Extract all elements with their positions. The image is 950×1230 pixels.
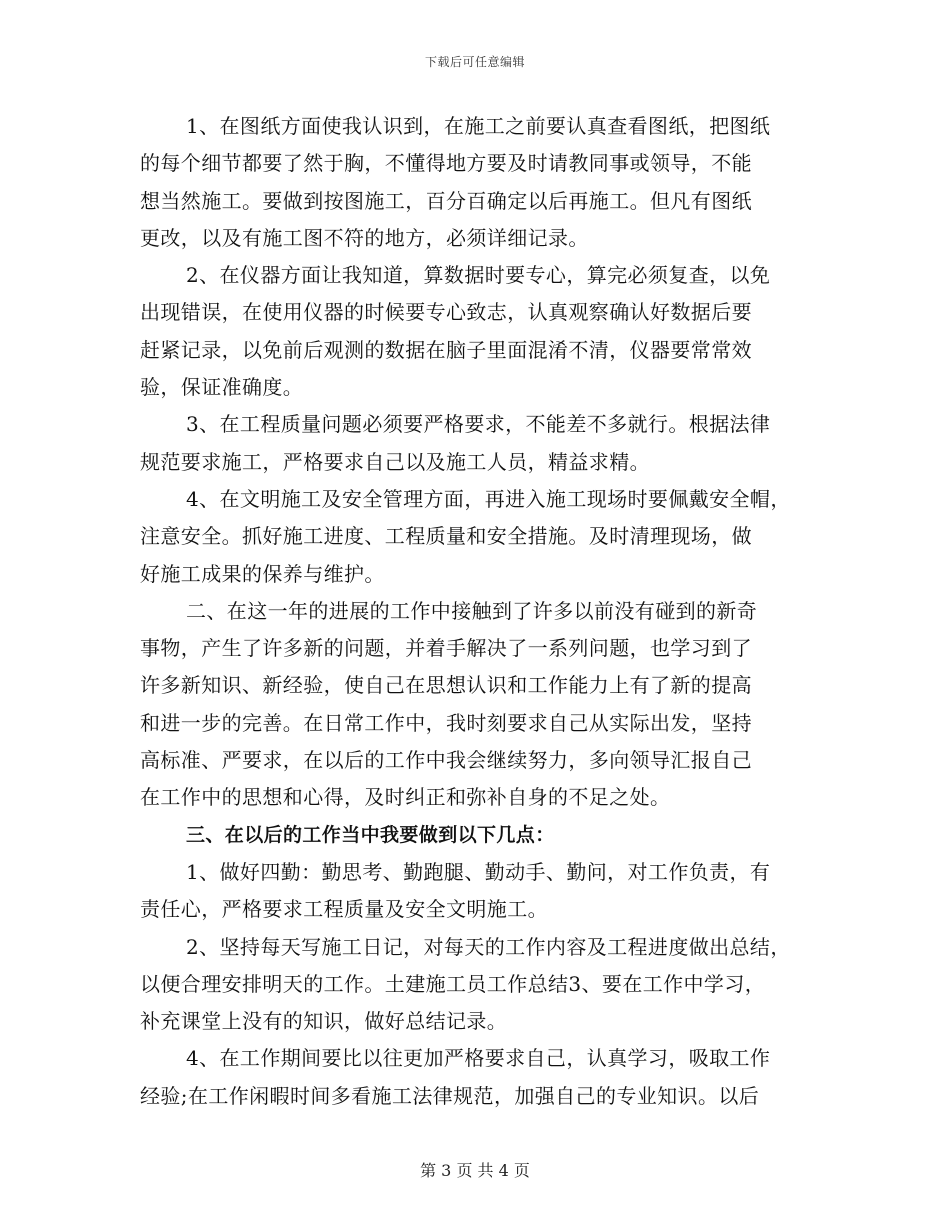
para4-line3: 好施工成果的保养与维护。	[140, 561, 385, 586]
point2-line1: 2、坚持每天写施工日记，对每天的工作内容及工程进度做出总结，	[186, 934, 791, 959]
para4-line2: 注意安全。抓好施工进度、工程质量和安全措施。及时清理现场，做	[140, 524, 752, 549]
para1-line2: 的每个细节都要了然于胸，不懂得地方要及时请教同事或领导，不能	[140, 151, 752, 176]
point4-line2: 经验;在工作闲暇时间多看施工法律规范，加强自己的专业知识。以后	[140, 1083, 760, 1108]
para2-line4: 验，保证准确度。	[140, 375, 304, 400]
point2-line3: 补充课堂上没有的知识，做好总结记录。	[140, 1009, 508, 1034]
para1-line1: 1、在图纸方面使我认识到，在施工之前要认真查看图纸，把图纸	[186, 114, 771, 138]
section2-line2: 事物，产生了许多新的问题，并着手解决了一系列问题，也学习到了	[140, 636, 752, 661]
para3-line1: 3、在工程质量问题必须要严格要求，不能差不多就行。根据法律	[186, 412, 771, 437]
para2-line3: 赶紧记录，以免前后观测的数据在脑子里面混淆不清，仪器要常常效	[140, 337, 752, 362]
document-body	[140, 108, 820, 1115]
para2-line2: 出现错误，在使用仪器的时候要专心致志，认真观察确认好数据后要	[140, 300, 752, 325]
page-footer: 第 3 页 共 4 页	[420, 1161, 530, 1180]
point2-line2: 以便合理安排明天的工作。土建施工员工作总结3、要在工作中学习，	[140, 971, 766, 996]
para1-line3: 想当然施工。要做到按图施工，百分百确定以后再施工。但凡有图纸	[140, 188, 752, 213]
page-header-note: 下载后可任意编辑	[424, 55, 525, 69]
section2-line1: 二、在这一年的进展的工作中接触到了许多以前没有碰到的新奇	[186, 598, 758, 623]
para2-line1: 2、在仪器方面让我知道，算数据时要专心，算完必须复查，以免	[186, 263, 771, 288]
section2-line4: 和进一步的完善。在日常工作中，我时刻要求自己从实际出发，坚持	[140, 710, 752, 735]
point4-line1: 4、在工作期间要比以往更加严格要求自己，认真学习，吸取工作	[186, 1046, 771, 1071]
section3-heading: 三、在以后的工作当中我要做到以下几点：	[186, 823, 555, 846]
section2-line6: 在工作中的思想和心得，及时纠正和弥补自身的不足之处。	[140, 785, 671, 810]
section2-line5: 高标准、严要求，在以后的工作中我会继续努力，多向领导汇报自己	[140, 748, 752, 773]
para1-line4: 更改，以及有施工图不符的地方，必须详细记录。	[140, 225, 589, 250]
section2-line3: 许多新知识、新经验，使自己在思想认识和工作能力上有了新的提高	[140, 673, 752, 698]
point1-line1: 1、做好四勤：勤思考、勤跑腿、勤动手、勤问，对工作负责，有	[186, 859, 771, 884]
point1-line2: 责任心，严格要求工程质量及安全文明施工。	[140, 897, 548, 922]
para3-line2: 规范要求施工，严格要求自己以及施工人员，精益求精。	[140, 449, 650, 474]
para4-line1: 4、在文明施工及安全管理方面，再进入施工现场时要佩戴安全帽，	[186, 486, 791, 511]
